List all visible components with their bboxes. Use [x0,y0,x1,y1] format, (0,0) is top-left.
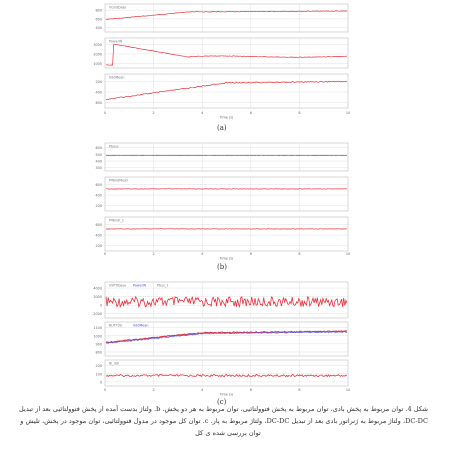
fig-a-panel-0-legend: VGridData [109,5,127,10]
fig-c-xtick: 4 [201,388,204,392]
figure-caption [18,403,428,439]
fig-b-xtick: 10 [345,252,351,256]
fig-a-panel-0-ytick: 600 [95,17,102,22]
fig-a-xtick: 10 [345,111,351,115]
fig-a-xtick: 4 [201,111,204,115]
fig-a-panel-1-ytick: 1000 [93,61,102,66]
fig-c-xtick: 6 [249,388,252,392]
fig-a-xtick: 0 [103,111,107,115]
fig-c-xtick: 8 [298,388,301,392]
fig-a-panel-1-ytick: 3000 [93,43,102,48]
fig-c-panel-1-ytick: 1100 [93,326,102,331]
fig-b-panel-1-ytick: 200 [95,204,102,209]
fig-c-panel-0-ytick: 2000 [93,295,102,300]
fig-b-panel-0-ytick: 600 [95,146,102,151]
fig-c-panel-2-ytick: 0 [99,380,102,385]
fig-c-panel-1-legend: VddMean [133,323,149,328]
fig-a-panel-0-ytick: 800 [95,8,102,13]
fig-b-xtick: 6 [249,252,252,256]
fig-b-panel-1-legend: PWindMean [109,178,129,183]
fig-c-panel-2-legend: Bl_ddl [109,361,119,366]
fig-b-xlabel: Time (s) [219,256,234,261]
fig-a-panel-2-frame [105,74,348,108]
fig-b-panel-0-legend: Pbuss [109,144,119,149]
fig-c-xlabel: Time (s) [219,392,234,397]
fig-b-panel-1-ytick: 600 [95,182,102,187]
fig-c-panel-1-ytick: 800 [95,350,102,355]
fig-b-panel-2-ytick: 600 [95,222,102,227]
fig-b-panel-2-ytick: 200 [95,244,102,249]
fig-c-panel-1-ytick: 900 [95,342,102,347]
fig-a-xtick: 2 [152,111,155,115]
figure-a-label: (a) [217,124,227,132]
figure-b-label: (b) [217,263,227,271]
fig-a-xtick: 6 [249,111,252,115]
fig-a-panel-2-legend: VddMean [109,75,125,80]
fig-c-panel-0-legend: SVPTIbase [109,283,127,288]
fig-b-panel-2-legend: PWindi_1 [109,218,124,223]
fig-c-panel-2-ytick: 100 [95,372,102,377]
fig-b-xtick: 4 [201,252,204,256]
fig-a-panel-1-legend: PowerW [109,39,123,44]
fig-c-panel-0-legend: PowerW [133,283,147,288]
fig-c-panel-0-legend: Pbus_1 [157,283,169,288]
caption-line-1: شکل 4. توان مربوط به پخش بادی، توان مربوط به پخش فتوولتائیی، توان مربوط به هر دو پخش. b. ولتاژ بدست آمده از پخش فتوولتائیی بعد از تبدیل [18,405,428,413]
fig-b-xtick: 0 [103,252,107,256]
fig-c-panel-0-ytick: 4000 [93,286,102,291]
fig-b-panel-2-ytick: 400 [95,233,102,238]
fig-a-xtick: 8 [298,111,301,115]
fig-b-panel-0-ytick: 300 [95,166,102,171]
fig-b-xtick: 8 [298,252,301,256]
fig-b-panel-2-frame [105,217,348,251]
fig-c-xtick: 0 [103,388,107,392]
fig-c-xtick: 10 [345,388,351,392]
fig-b-panel-0-ytick: 400 [95,159,102,164]
fig-a-panel-1-ytick: 2000 [93,52,102,57]
caption-line-2: DC-DC، ولتاژ مربوط به ژنراتور بادی بعد از تبدیل DC-DC، ولتاژ مربوط به پار. c. توان کل موجود در مدول فتوولتائیی، توان موجود در پخش، تلیش و [20,417,428,425]
fig-b-panel-1-ytick: 400 [95,193,102,198]
caption-line-3: توان بررسی شده ی کل [195,429,261,437]
fig-c-panel-0-ytick: -2000 [92,312,102,317]
fig-a-panel-0-ytick: 400 [95,26,102,31]
fig-b-xtick: 2 [152,252,155,256]
fig-a-panel-2-ytick: 600 [95,101,102,106]
fig-a-xlabel: Time (s) [219,115,234,120]
fig-b-panel-1-frame [105,177,348,211]
fig-c-panel-1-legend: BUTT00 [109,323,122,328]
figure-c-label: (c) [217,398,227,406]
fig-b-panel-0-ytick: 500 [95,152,102,157]
fig-b-panel-0-frame [105,143,348,171]
fig-c-panel-0-ytick: 0 [99,303,102,308]
fig-a-panel-2-ytick: 400 [95,90,102,95]
fig-c-panel-1-ytick: 1000 [93,334,102,339]
fig-c-panel-2-ytick: 200 [95,364,102,369]
fig-a-panel-2-ytick: 200 [95,79,102,84]
fig-c-xtick: 2 [152,388,155,392]
